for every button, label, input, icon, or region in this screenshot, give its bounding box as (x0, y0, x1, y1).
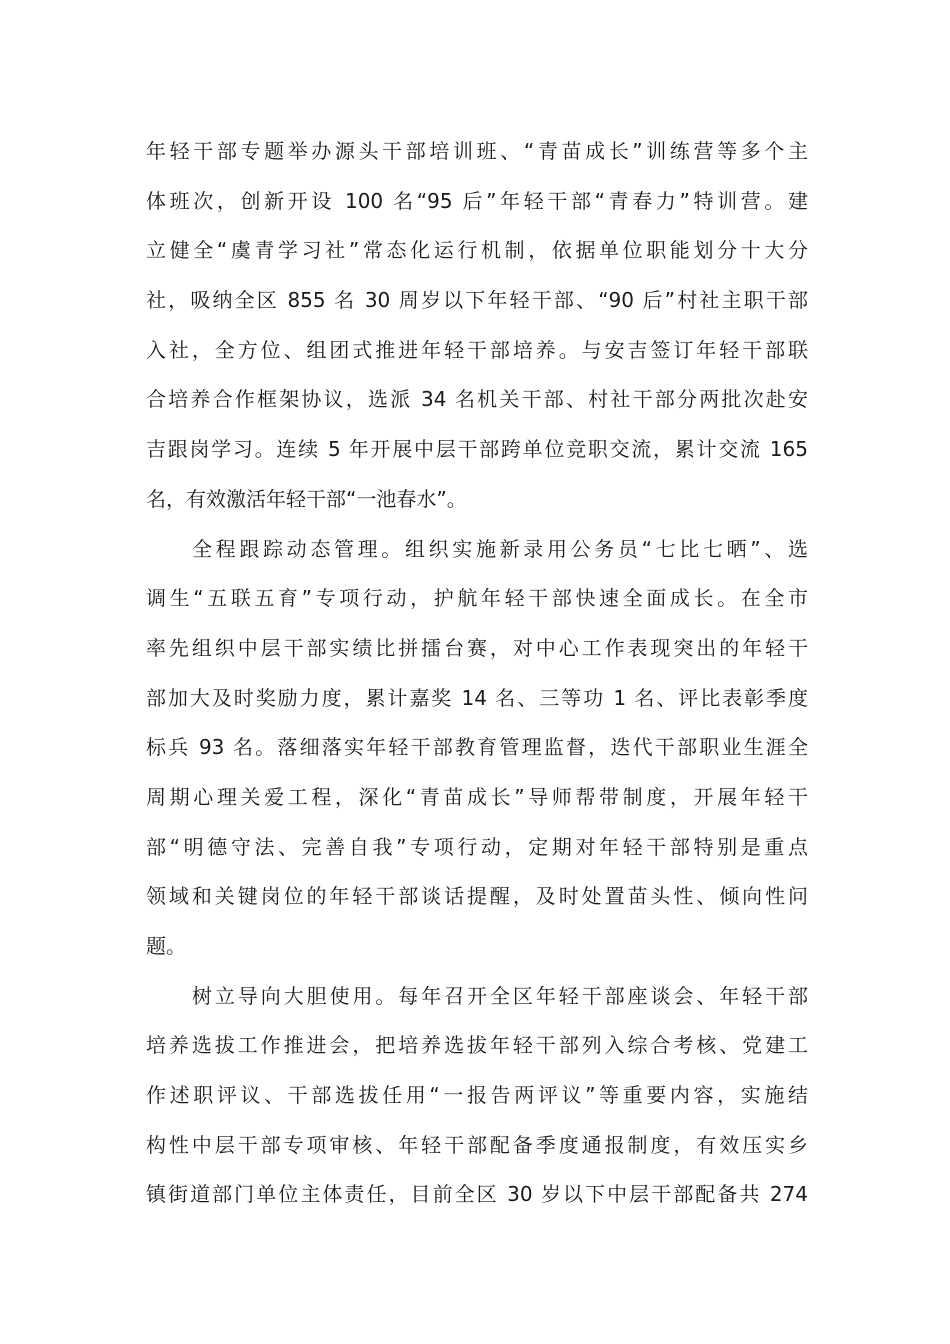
paragraph-2-line-3: 率先组织中层干部实绩比拼擂台赛，对中心工作表现突出的年轻干 (146, 635, 808, 660)
document-body (146, 127, 808, 1220)
paragraph-2-line-4: 部加大及时奖励力度，累计嘉奖 14 名、三等功 1 名、评比表彰季度 (146, 685, 808, 710)
paragraph-2-line-7: 部“明德守法、完善自我”专项行动，定期对年轻干部特别是重点 (146, 834, 808, 859)
paragraph-2-line-2: 调生“五联五育”专项行动，护航年轻干部快速全面成长。在全市 (146, 586, 808, 611)
paragraph-3-line-5: 镇街道部门单位主体责任，目前全区 30 岁以下中层干部配备共 274 (146, 1182, 808, 1207)
paragraph-2-line-9: 题。 (146, 934, 186, 958)
paragraph-3-line-2: 培养选拔工作推进会，把培养选拔年轻干部列入综合考核、党建工 (146, 1033, 808, 1058)
paragraph-3-line-1: 树立导向大胆使用。每年召开全区年轻干部座谈会、年轻干部 (192, 983, 808, 1008)
paragraph-1-line-3: 立健全“虞青学习社”常态化运行机制，依据单位职能划分十大分 (146, 238, 808, 263)
paragraph-3-line-3: 作述职评议、干部选拔任用“一报告两评议”等重要内容，实施结 (146, 1083, 808, 1108)
paragraph-1-line-2: 体班次，创新开设 100 名“95 后”年轻干部“青春力”特训营。建 (146, 188, 808, 213)
paragraph-3-line-4: 构性中层干部专项审核、年轻干部配备季度通报制度，有效压实乡 (146, 1132, 808, 1157)
paragraph-2-line-8: 领域和关键岗位的年轻干部谈话提醒，及时处置苗头性、倾向性问 (146, 884, 808, 909)
paragraph-1-line-6: 合培养合作框架协议，选派 34 名机关干部、村社干部分两批次赴安 (146, 387, 808, 412)
paragraph-1-line-1: 年轻干部专题举办源头干部培训班、“青苗成长”训练营等多个主 (146, 139, 808, 163)
paragraph-1-line-4: 社，吸纳全区 855 名 30 周岁以下年轻干部、“90 后”村社主职干部 (146, 288, 808, 313)
paragraph-2-line-5: 标兵 93 名。落细落实年轻干部教育管理监督，迭代干部职业生涯全 (146, 735, 808, 760)
paragraph-1-line-8: 名，有效激活年轻干部“一池春水”。 (146, 486, 467, 511)
paragraph-2-line-6: 周期心理关爱工程，深化“青苗成长”导师帮带制度，开展年轻干 (146, 784, 808, 809)
paragraph-2-line-1: 全程跟踪动态管理。组织实施新录用公务员“七比七晒”、选 (192, 536, 808, 561)
paragraph-1-line-7: 吉跟岗学习。连续 5 年开展中层干部跨单位竞职交流，累计交流 165 (146, 437, 808, 462)
paragraph-1-line-5: 入社，全方位、组团式推进年轻干部培养。与安吉签订年轻干部联 (146, 337, 808, 362)
